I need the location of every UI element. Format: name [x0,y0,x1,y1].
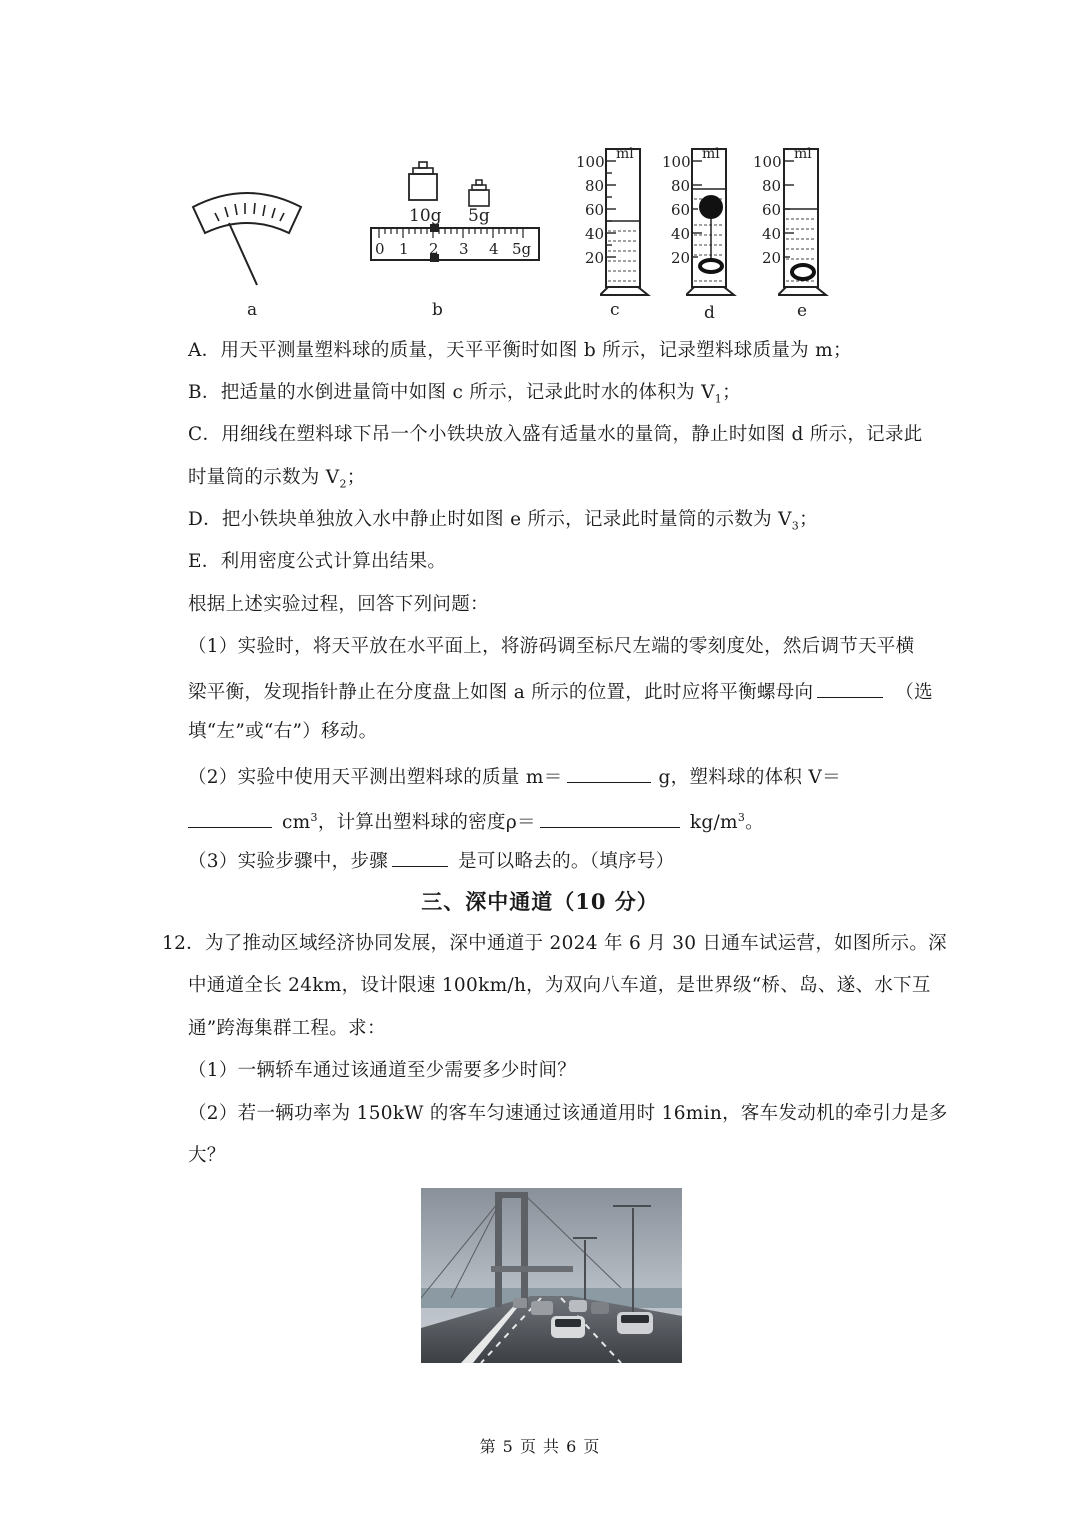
scale-tick-2: 2 [429,240,439,258]
question-1-line1: （1）实验时，将天平放在水平面上，将游码调至标尺左端的零刻度处，然后调节天平横 [188,636,915,657]
cylinder-e-tick-60: 60 [762,201,782,219]
cylinder-d-tick-100: 100 [662,153,691,171]
figure-d-cylinder [686,145,748,297]
question-1-line3: 填“左”或“右”）移动。 [188,721,378,742]
scale-tick-3: 3 [459,240,469,258]
weight-label-5g: 5g [468,206,490,226]
question-12-line1: 12．为了推动区域经济协同发展，深中通道于 2024 年 6 月 30 日通车试运营，如图所示。深 [162,933,947,954]
step-d: D．把小铁块单独放入水中静止时如图 e 所示，记录此时量筒的示数为 $V_3$； [188,509,818,533]
figure-label-b: b [432,300,443,320]
step-a: A．用天平测量塑料球的质量，天平平衡时如图 b 所示，记录塑料球质量为 m； [188,340,852,361]
cylinder-e-tick-40: 40 [762,225,782,243]
cylinder-c-tick-80: 80 [585,177,605,195]
question-12-line2: 中通道全长 24km，设计限速 100km/h，为双向八车道，是世界级“桥、岛、遂、水下互 [188,975,931,996]
cylinder-e-unit: ml [794,146,812,162]
weight-label-10g: 10g [409,206,442,226]
question-2-line2: $cm^3$，计算出塑料球的密度$\rho= kg/m^3$。 [188,805,764,836]
answer-blank-mass[interactable] [567,762,651,783]
figure-label-e: e [797,301,808,321]
question-12-sub1: （1）一辆轿车通过该通道至少需要多少时间？ [188,1060,577,1081]
cylinder-c-tick-40: 40 [585,225,605,243]
answer-blank-volume[interactable] [188,807,272,828]
step-c-line1: C．用细线在塑料球下吊一个小铁块放入盛有适量水的量筒，静止时如图 d 所示，记录此 [188,424,923,445]
cylinder-e-tick-100: 100 [753,153,782,171]
cylinder-e-tick-80: 80 [762,177,782,195]
bridge-photo [421,1188,682,1363]
figure-label-c: c [610,300,620,320]
question-1-line2: 梁平衡，发现指针静止在分度盘上如图 a 所示的位置，此时应将平衡螺母向 （选 [188,677,933,706]
question-12-sub2-line1: （2）若一辆功率为 150kW 的客车匀速通过该通道用时 16min，客车发动机的牵引力是多 [188,1103,948,1124]
page-footer: 第 5 页 共 6 页 [479,1437,601,1456]
cylinder-d-tick-40: 40 [671,225,691,243]
question-12-line3: 通”跨海集群工程。求： [188,1018,386,1039]
questions-intro: 根据上述实验过程，回答下列问题： [188,594,489,615]
answer-blank-density[interactable] [540,807,680,828]
scale-tick-5g: 5g [512,240,532,258]
answer-blank-step[interactable] [392,846,448,867]
cylinder-d-tick-80: 80 [671,177,691,195]
cylinder-d-tick-60: 60 [671,201,691,219]
answer-blank-direction[interactable] [817,677,883,698]
cylinder-e-tick-20: 20 [762,249,782,267]
cylinder-d-tick-20: 20 [671,249,691,267]
figure-label-d: d [704,303,715,323]
scale-tick-4: 4 [489,240,499,258]
cylinder-c-unit: ml [616,146,634,162]
question-2-line1: （2）实验中使用天平测出塑料球的质量 m＝ g，塑料球的体积 V＝ [188,762,841,791]
question-3: （3）实验步骤中，步骤 是可以略去的。（填序号） [188,846,674,875]
scale-tick-0: 0 [375,240,385,258]
section-title: 三、深中通道（10 分） [421,889,659,914]
cylinder-c-tick-60: 60 [585,201,605,219]
question-12-sub2-line2: 大？ [188,1145,226,1166]
figure-a-balance-dial [185,185,310,295]
step-c-line2: 时量筒的示数为 $V_2$； [188,467,366,491]
scale-tick-1: 1 [399,240,409,258]
figure-c-cylinder [600,145,662,297]
cylinder-c-tick-100: 100 [576,153,605,171]
figure-e-cylinder [778,145,840,297]
cylinder-d-unit: ml [702,146,720,162]
step-e: E．利用密度公式计算出结果。 [188,551,447,572]
figure-label-a: a [247,300,258,320]
cylinder-c-tick-20: 20 [585,249,605,267]
step-b: B．把适量的水倒进量筒中如图 c 所示，记录此时水的体积为 $V_1$； [188,382,741,406]
